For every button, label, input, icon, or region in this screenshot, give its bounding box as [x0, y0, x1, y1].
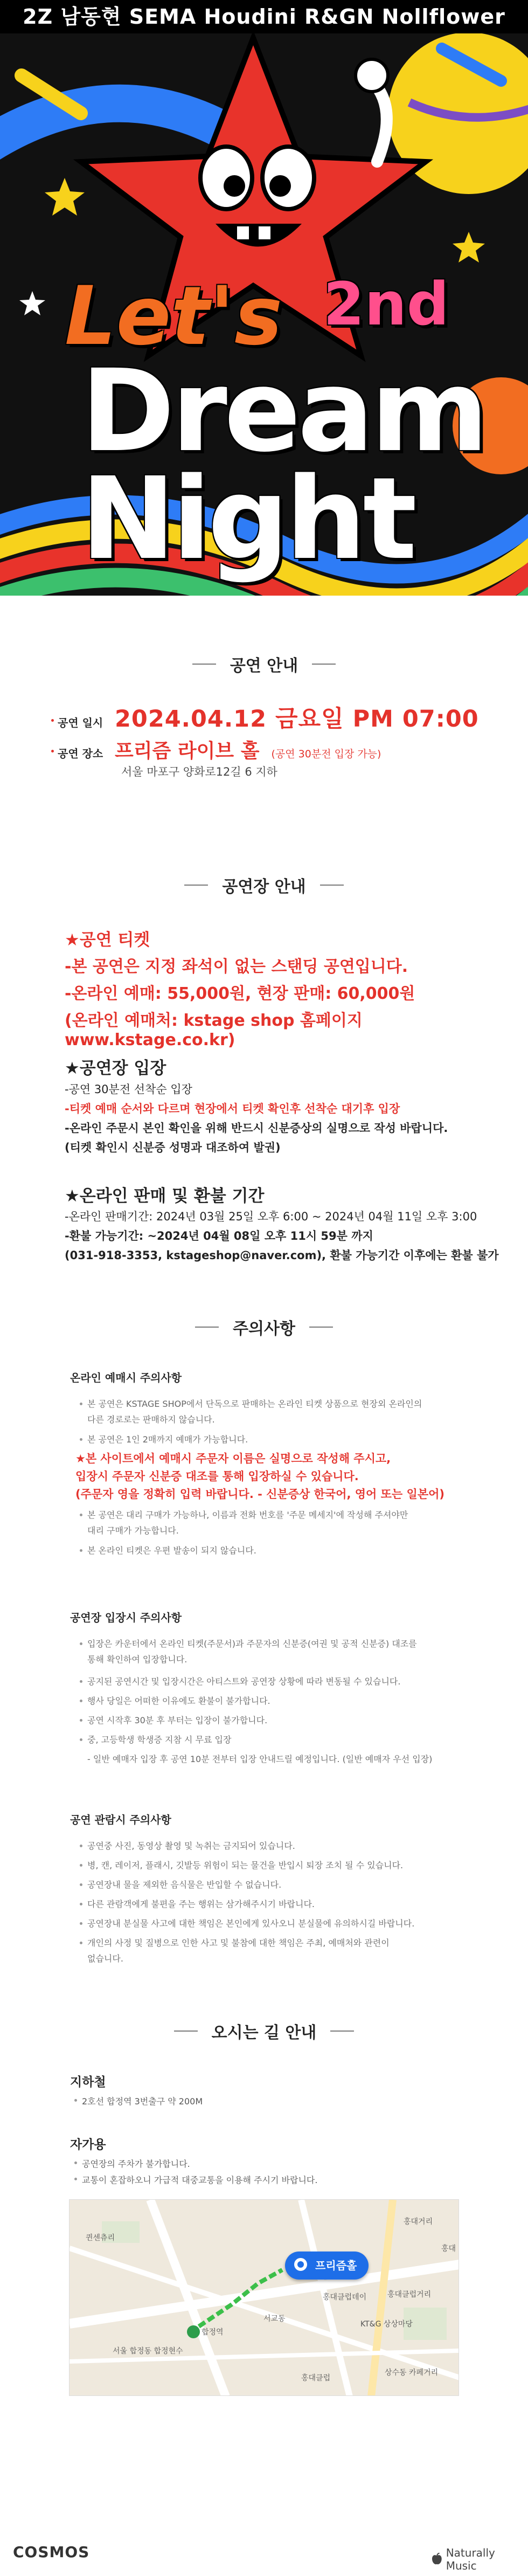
watch-precaution-title: 공연 관람시 주의사항 [70, 1813, 171, 1826]
heading-line-right [320, 885, 344, 886]
precaution-red-line: (주문자 영을 정확히 입력 바랍니다. - 신분증상 한국어, 영어 또는 일본어) [75, 1488, 444, 1501]
date-value: 2024.04.12 금요일 PM 07:00 [115, 706, 479, 733]
precaution-item: 공연장내 물을 제외한 음식물은 반입할 수 없습니다. [80, 1877, 468, 1893]
heading-line-left [174, 2031, 198, 2032]
map-label: KT&G 상상마당 [360, 2320, 413, 2329]
heading-line-left [184, 885, 208, 886]
hero-poster [0, 0, 528, 596]
map-label: 홍대클럽데이 [323, 2293, 367, 2302]
performance-heading-text: 공연 안내 [230, 657, 298, 675]
heading-line-right [330, 2031, 354, 2032]
refund-line: -온라인 판매기간: 2024년 03월 25일 오후 6:00 ~ 2024년 04월 11일 오후 3:00 [65, 1210, 477, 1223]
map-label: 합정역 [202, 2328, 224, 2337]
precaution-item: 통해 확인하여 입장합니다. [87, 1654, 187, 1665]
precaution-item: 공연중 사진, 동영상 촬영 및 녹취는 금지되어 있습니다. [80, 1838, 468, 1854]
map-label: 홍대 [441, 2244, 456, 2253]
entry-line: -공연 30분전 선착순 입장 [65, 1083, 192, 1096]
entry-line: -온라인 주문시 본인 확인을 위해 반드시 신분증상의 실명으로 작성 바랍니다. [65, 1122, 448, 1135]
ticket-line: -본 공연은 지정 좌석이 없는 스탠딩 공연입니다. [65, 957, 408, 976]
precaution-item: 없습니다. [87, 1953, 123, 1964]
precaution-item: 본 온라인 티켓은 우편 발송이 되지 않습니다. [80, 1543, 468, 1558]
venue-guide-heading [0, 873, 528, 897]
map-label: 홍대거리 [404, 2218, 433, 2226]
entry-title: ★공연장 입장 [65, 1059, 166, 1078]
footer-logo-naturally-music [431, 2546, 528, 2572]
car-item: 교통이 혼잡하오니 가급적 대중교통을 이용해 주시기 바랍니다. [74, 2173, 317, 2186]
precaution-item: 다른 관람객에게 불편을 주는 행위는 삼가해주시기 바랍니다. [80, 1896, 468, 1912]
date-row [51, 701, 479, 734]
refund-title: ★온라인 판매 및 환불 기간 [65, 1186, 265, 1206]
precautions-heading-text: 주의사항 [233, 1320, 295, 1338]
map-label: 홍대클럽 [301, 2374, 331, 2382]
precaution-item: 중, 고등학생 학생증 지참 시 무료 입장 [80, 1732, 468, 1748]
map-pin-label: 프리즘홀 [315, 2259, 357, 2272]
venue-label: 공연 장소 [51, 745, 115, 761]
venue-address: 서울 마포구 양화로12길 6 지하 [121, 765, 277, 778]
footer-right-text: Naturally Music [446, 2546, 495, 2572]
heading-line-left [195, 1327, 219, 1328]
apple-icon [431, 2553, 443, 2566]
map-label: 서교동 [263, 2315, 286, 2323]
precaution-item: 본 공연은 대리 구매가 가능하나, 이름과 전화 번호를 '주문 메세지'에 작성해 주셔야만 [80, 1507, 468, 1523]
refund-line: -환불 가능기간: ~2024년 04월 08일 오후 11시 59분 까지 [65, 1230, 373, 1242]
lineup-banner: 2Z 남동현 SEMA Houdini R&GN Nollflower [0, 0, 528, 33]
map-label: 홍대클럽거리 [387, 2290, 432, 2299]
precaution-item: 공지된 공연시간 및 입장시간은 아티스트와 공연장 상황에 따라 변동될 수 있습니다. [80, 1674, 468, 1689]
refund-line: (031-918-3353, kstageshop@naver.com), 환불 가능기간 이후에는 환불 불가 [65, 1249, 499, 1262]
precaution-red-line: ★본 사이트에서 예매시 주문자 이름은 실명으로 작성해 주시고, [75, 1452, 391, 1465]
venue-row [51, 736, 381, 763]
subway-item: 2호선 합정역 3번출구 약 200M [74, 2095, 203, 2107]
ticket-line: -온라인 예매: 55,000원, 현장 판매: 60,000원 [65, 984, 415, 1003]
venue-guide-heading-text: 공연장 안내 [222, 878, 306, 896]
heading-line-right [309, 1327, 333, 1328]
performance-heading [0, 652, 528, 676]
precaution-item: 입장은 카운터에서 온라인 티켓(주문서)과 주문자의 신분증(여권 및 공적 신분증) 대조를 [80, 1636, 468, 1652]
date-label: 공연 일시 [51, 714, 115, 730]
venue-note: (공연 30분전 입장 가능) [271, 748, 381, 760]
entry-precaution-title: 공연장 입장시 주의사항 [70, 1611, 182, 1624]
map-label: 서울 합정동 합정현수 [113, 2347, 183, 2356]
ticket-title: ★공연 티켓 [65, 930, 150, 950]
ticket-line: (온라인 예매처: kstage shop 홈페이지 www.kstage.co.kr) [65, 1011, 363, 1049]
precaution-item: 병, 캔, 레이저, 플래시, 깃발등 위험이 되는 물건을 반입시 퇴장 조치 될 수 있습니다. [80, 1857, 468, 1873]
directions-heading [0, 2019, 528, 2043]
heading-line-right [312, 664, 336, 665]
location-map[interactable] [69, 2199, 459, 2396]
title-lets: Let's [65, 270, 283, 363]
entry-line: (티켓 확인시 신분증 성명과 대조하여 발권) [65, 1141, 281, 1154]
precaution-item: 공연장내 분실물 사고에 대한 책임은 본인에게 있사오니 분실물에 유의하시길 바랍니다. [80, 1916, 468, 1931]
venue-value: 프리즘 라이브 홀 [115, 740, 260, 762]
location-pin-icon [293, 2257, 309, 2274]
car-item: 공연장의 주차가 불가합니다. [74, 2157, 190, 2170]
title-night: Night [81, 453, 414, 585]
title-2nd: 2nd [323, 270, 449, 339]
title-dream: Dream [81, 345, 485, 477]
subway-title: 지하철 [70, 2075, 106, 2089]
online-precaution-title: 온라인 예매시 주의사항 [70, 1371, 182, 1384]
car-title: 자가용 [70, 2138, 106, 2152]
directions-heading-text: 오시는 길 안내 [211, 2023, 317, 2042]
precaution-item: 본 공연은 KSTAGE SHOP에서 단독으로 판매하는 온라인 티켓 상품으로 현장외 온라인의 [80, 1396, 468, 1412]
precaution-red-line: 입장시 주문자 신분증 대조를 통해 입장하실 수 있습니다. [75, 1470, 359, 1483]
precaution-item: 개인의 사정 및 질병으로 인한 사고 및 불참에 대한 책임은 주최, 예매처와 관련이 [80, 1935, 468, 1951]
precaution-item: 다른 경로로는 판매하지 않습니다. [87, 1414, 215, 1425]
precaution-item: 행사 당일은 어떠한 이유에도 환불이 불가합니다. [80, 1693, 468, 1709]
map-label: 상수동 카페거리 [385, 2368, 439, 2377]
entry-line: -티켓 예매 순서와 다르며 현장에서 티켓 확인후 선착순 대기후 입장 [65, 1102, 400, 1115]
map-label: 퀸센츄리 [86, 2234, 115, 2242]
precaution-item: - 일반 예매자 입장 후 공연 10분 전부터 입장 안내드릴 예정입니다. (일반 예매자 우선 입장) [87, 1754, 433, 1764]
precaution-item: 대리 구매가 가능합니다. [87, 1525, 179, 1536]
footer-logo-cosmos: COSMOS [13, 2543, 90, 2561]
precaution-item: 공연 시작후 30분 후 부터는 입장이 불가합니다. [80, 1712, 468, 1728]
venue-map-pin[interactable] [285, 2252, 369, 2280]
heading-line-left [192, 664, 216, 665]
precautions-heading [0, 1315, 528, 1339]
precaution-item: 본 공연은 1인 2매까지 예매가 가능합니다. [80, 1432, 468, 1447]
